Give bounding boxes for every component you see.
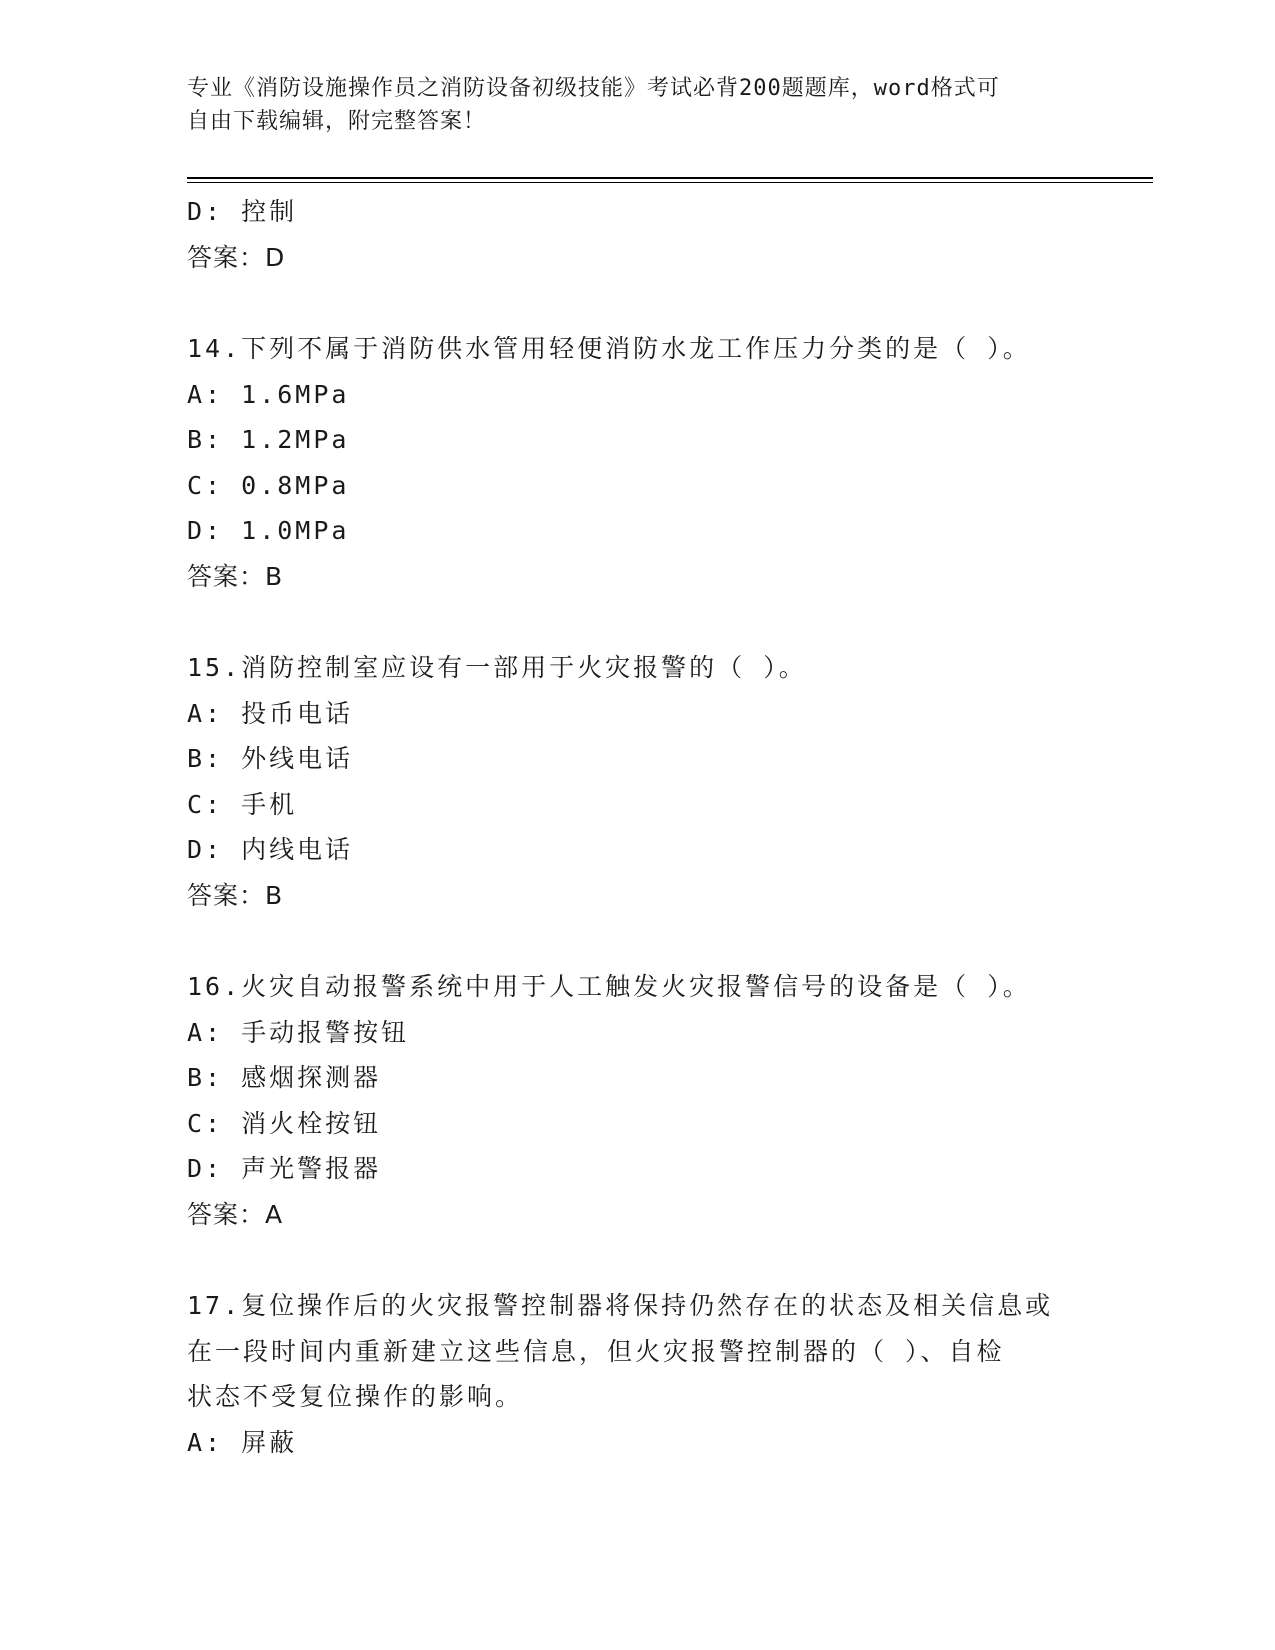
header-divider-thin [187,182,1153,183]
option-c: C: 0.8MPa [187,470,350,500]
option-b: B: 1.2MPa [187,425,350,454]
prev-option-d: D: 控制 [187,197,298,226]
question-text: 15.消防控制室应设有一部用于火灾报警的（ ）。 [187,653,807,682]
answer: 答案：A [187,1199,284,1229]
option-b: B: 感烟探测器 [187,1063,382,1092]
option-d: D: 1.0MPa [187,516,350,545]
option-a: A: 屏蔽 [187,1427,298,1457]
option-b: B: 外线电话 [187,744,354,773]
option-c: C: 手机 [187,789,298,819]
option-d: D: 声光警报器 [187,1154,382,1183]
option-d: D: 内线电话 [187,835,354,864]
header-line-2: 自由下载编辑，附完整答案！ [187,109,487,134]
question-17 [187,1283,1087,1465]
option-c: C: 消火栓按钮 [187,1108,382,1138]
option-a: A: 投币电话 [187,698,354,728]
question-15 [187,645,1087,918]
question-text-line-1: 17.复位操作后的火灾报警控制器将保持仍然存在的状态及相关信息或 [187,1291,1054,1320]
question-text-line-3: 状态不受复位操作的影响。 [187,1382,524,1411]
header-divider [187,177,1153,179]
question-14 [187,326,1087,599]
question-list [187,189,1087,1465]
answer: 答案：B [187,880,284,910]
question-text: 16.火灾自动报警系统中用于人工触发火灾报警信号的设备是（ ）。 [187,972,1031,1001]
answer: 答案：B [187,561,284,591]
option-a: A: 手动报警按钮 [187,1017,410,1047]
header-line-1: 专业《消防设施操作员之消防设备初级技能》考试必背200题题库，word格式可 [187,76,1000,101]
document-header [187,72,1087,138]
question-text-line-2: 在一段时间内重新建立这些信息，但火灾报警控制器的（ ）、自检 [187,1336,1005,1366]
question-text: 14.下列不属于消防供水管用轻便消防水龙工作压力分类的是（ ）。 [187,334,1031,363]
option-a: A: 1.6MPa [187,379,350,409]
question-16 [187,964,1087,1237]
prev-answer: 答案：D [187,242,286,272]
